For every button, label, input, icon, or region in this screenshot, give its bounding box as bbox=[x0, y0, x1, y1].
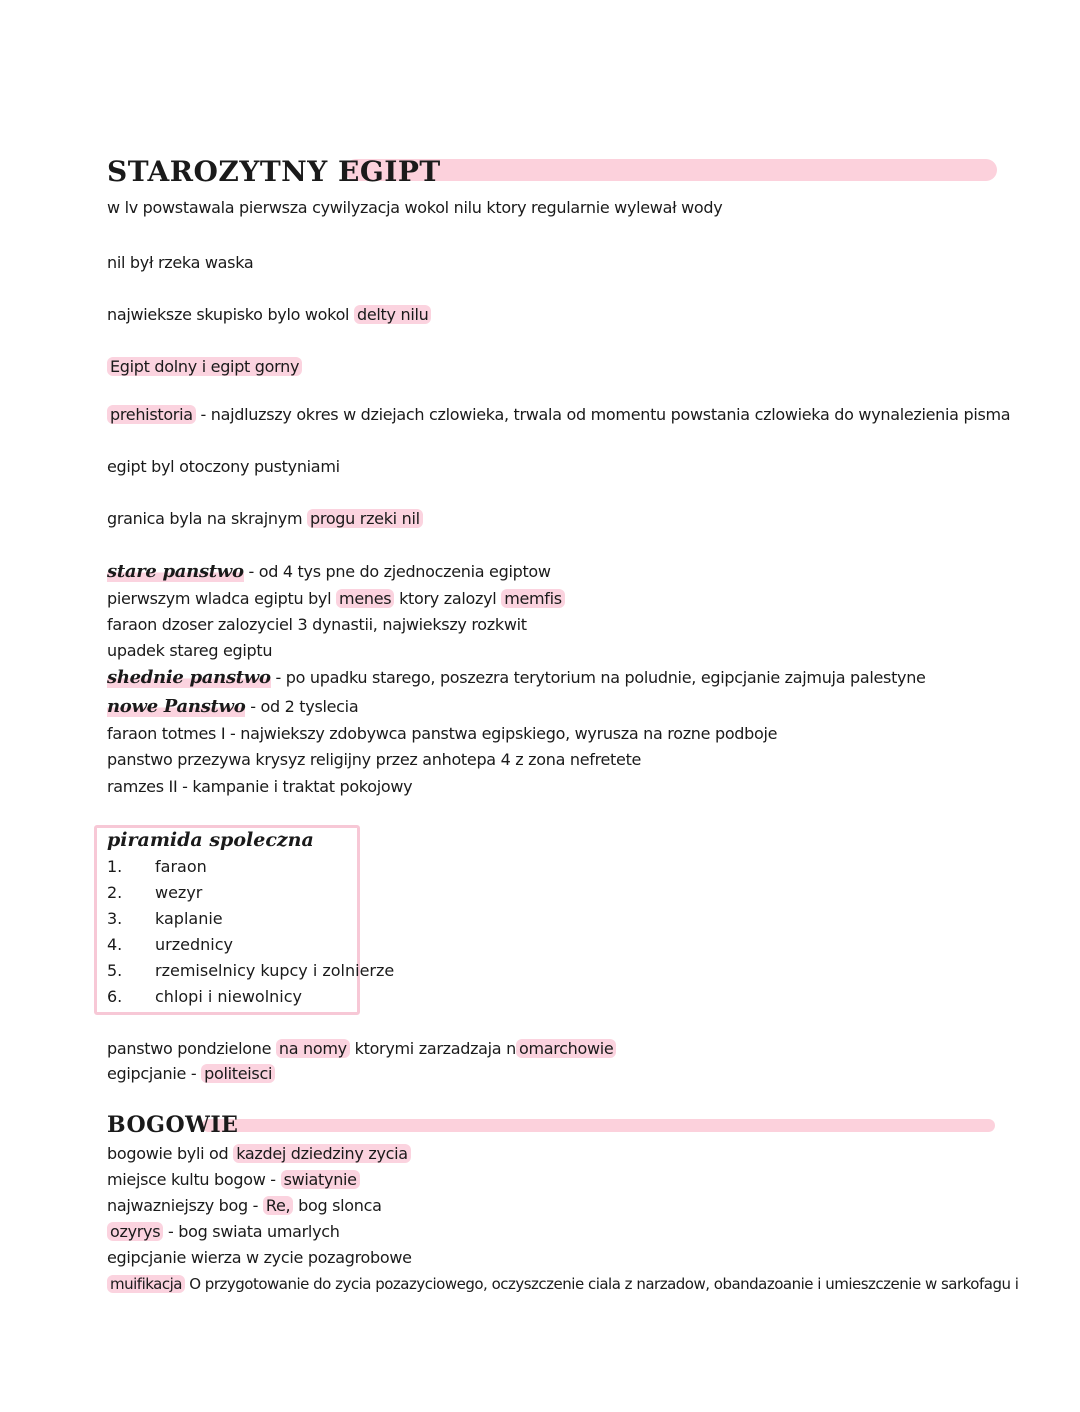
pyramid-item-number: 3. bbox=[107, 909, 123, 928]
gods-highlight-bar bbox=[202, 1119, 995, 1132]
note-line: nil był rzeka waska bbox=[107, 253, 254, 272]
pyramid-item-text: chlopi i niewolnicy bbox=[155, 987, 302, 1006]
highlighted-term: prehistoria bbox=[107, 405, 196, 424]
pyramid-item-number: 1. bbox=[107, 857, 123, 876]
note-text: najwazniejszy bog - bbox=[107, 1196, 263, 1215]
note-text: bogowie byli od bbox=[107, 1144, 234, 1163]
note-line: ramzes II - kampanie i traktat pokojowy bbox=[107, 777, 413, 796]
pyramid-item bbox=[107, 935, 233, 955]
highlighted-term: kazdej dziedziny zycia bbox=[233, 1144, 411, 1163]
highlighted-term: swiatynie bbox=[281, 1170, 360, 1189]
note-line: faraon totmes I - najwiekszy zdobywca panstwa egipskiego, wyrusza na rozne podboje bbox=[107, 724, 778, 743]
pyramid-item-number: 5. bbox=[107, 961, 123, 980]
note-text: - po upadku starego, poszezra terytorium na poludnie, egipcjanie zajmuja palestyne bbox=[270, 668, 926, 687]
note-text: - od 4 tys pne do zjednoczenia egiptow bbox=[243, 562, 551, 581]
title-highlight-bar bbox=[345, 159, 997, 181]
pyramid-item-number: 4. bbox=[107, 935, 123, 954]
note-text: egipcjanie - bbox=[107, 1064, 202, 1083]
note-line bbox=[107, 1222, 340, 1242]
note-text: pierwszym wladca egiptu byl bbox=[107, 589, 337, 608]
note-text: - najdluzszy okres w dziejach czlowieka, trwala od momentu powstania czlowieka do wynalezienia pisma bbox=[195, 405, 1011, 424]
highlighted-term: Egipt dolny i egipt gorny bbox=[107, 357, 302, 376]
note-text: - od 2 tyslecia bbox=[245, 697, 359, 716]
note-line bbox=[107, 509, 423, 529]
note-line: panstwo przezywa krysyz religijny przez anhotepa 4 z zona nefretete bbox=[107, 750, 642, 769]
subheading-middle-kingdom: shednie panstwo bbox=[107, 667, 271, 688]
note-text: O przygotowanie do zycia pozazyciowego, oczyszczenie ciala z narzadow, obandazoanie i umieszczenie w sarkofagu i bbox=[184, 1275, 1019, 1293]
pyramid-item-text: urzednicy bbox=[155, 935, 233, 954]
highlighted-term: politeisci bbox=[201, 1064, 275, 1083]
note-line bbox=[107, 1274, 1018, 1294]
note-line bbox=[107, 697, 358, 717]
note-line bbox=[107, 1039, 616, 1059]
pyramid-item bbox=[107, 961, 394, 981]
note-line bbox=[107, 589, 565, 609]
note-text: granica byla na skrajnym bbox=[107, 509, 308, 528]
note-text: bog slonca bbox=[293, 1196, 382, 1215]
gods-heading: BOGOWIE bbox=[107, 1112, 239, 1138]
highlighted-term: menes bbox=[336, 589, 394, 608]
pyramid-item-number: 2. bbox=[107, 883, 123, 902]
subheading-new-kingdom: nowe Panstwo bbox=[107, 696, 246, 717]
note-line bbox=[107, 1196, 382, 1216]
note-text: panstwo pondzielone bbox=[107, 1039, 276, 1058]
highlighted-term: progu rzeki nil bbox=[307, 509, 423, 528]
highlighted-term: na nomy bbox=[276, 1039, 350, 1058]
highlighted-term: muifikacja bbox=[107, 1275, 185, 1293]
highlighted-term: omarchowie bbox=[516, 1039, 617, 1058]
pyramid-item-text: rzemiselnicy kupcy i zolnierze bbox=[155, 961, 395, 980]
note-line: w lv powstawala pierwsza cywilyzacja wokol nilu ktory regularnie wylewał wody bbox=[107, 198, 723, 217]
note-line bbox=[107, 1144, 411, 1164]
note-line bbox=[107, 305, 431, 325]
pyramid-item bbox=[107, 987, 302, 1007]
note-line bbox=[107, 357, 302, 377]
note-text: ktory zalozyl bbox=[394, 589, 502, 608]
subheading-old-kingdom: stare panstwo bbox=[107, 561, 244, 582]
note-line: egipt byl otoczony pustyniami bbox=[107, 457, 340, 476]
note-line bbox=[107, 405, 1010, 425]
highlighted-term: ozyrys bbox=[107, 1222, 163, 1241]
note-text: miejsce kultu bogow - bbox=[107, 1170, 281, 1189]
pyramid-item bbox=[107, 857, 207, 877]
note-line bbox=[107, 1170, 360, 1190]
note-line: egipcjanie wierza w zycie pozagrobowe bbox=[107, 1248, 412, 1267]
note-line bbox=[107, 668, 926, 688]
note-text: ktorymi zarzadzaja n bbox=[349, 1039, 516, 1058]
note-line bbox=[107, 562, 551, 582]
pyramid-item-text: faraon bbox=[155, 857, 207, 876]
pyramid-item-text: wezyr bbox=[155, 883, 203, 902]
note-text: najwieksze skupisko bylo wokol bbox=[107, 305, 354, 324]
note-line: upadek stareg egiptu bbox=[107, 641, 273, 660]
page-title: STAROZYTNY EGIPT bbox=[107, 155, 441, 188]
highlighted-term: delty nilu bbox=[354, 305, 431, 324]
highlighted-term: memfis bbox=[501, 589, 565, 608]
note-line: faraon dzoser zalozyciel 3 dynastii, najwiekszy rozkwit bbox=[107, 615, 527, 634]
pyramid-item bbox=[107, 909, 223, 929]
highlighted-term: Re, bbox=[263, 1196, 293, 1215]
pyramid-item-text: kaplanie bbox=[155, 909, 223, 928]
pyramid-title: piramida spoleczna bbox=[107, 829, 314, 851]
pyramid-item bbox=[107, 883, 202, 903]
note-line bbox=[107, 1064, 275, 1084]
pyramid-item-number: 6. bbox=[107, 987, 123, 1006]
note-text: - bog swiata umarlych bbox=[163, 1222, 340, 1241]
